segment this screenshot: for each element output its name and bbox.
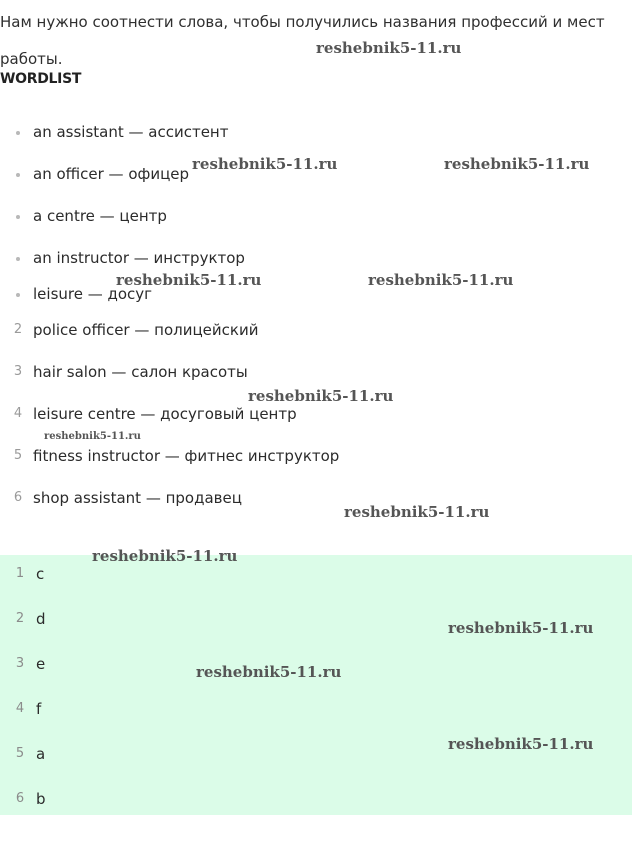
watermark: reshebnik5-11.ru [192, 155, 338, 173]
answer-number: 3 [15, 656, 25, 671]
answer-letter: a [36, 745, 46, 763]
list-item-text: an assistant — ассистент [33, 123, 229, 141]
answer-number: 2 [15, 611, 25, 626]
watermark: reshebnik5-11.ru [444, 155, 590, 173]
list-item-text: fitness instructor — фитнес инструктор [33, 447, 340, 465]
watermark: reshebnik5-11.ru [44, 431, 141, 442]
list-item [0, 309, 632, 351]
list-item-text: shop assistant — продавец [33, 489, 242, 507]
list-item-number: 3 [13, 364, 23, 379]
list-item [0, 477, 632, 519]
wordlist-heading: WORDLIST [0, 71, 82, 87]
list-item-text: police officer — полицейский [33, 321, 259, 339]
watermark: reshebnik5-11.ru [448, 735, 594, 753]
list-item [0, 111, 632, 153]
intro-text: Нам нужно соотнести слова, чтобы получились названия профессий и мест работы. [0, 13, 605, 68]
watermark: reshebnik5-11.ru [116, 271, 262, 289]
list-item-text: an instructor — инструктор [33, 249, 245, 267]
answer-letter: b [36, 790, 46, 808]
watermark: reshebnik5-11.ru [92, 547, 238, 565]
list-item-number: 2 [13, 322, 23, 337]
list-item-text: a centre — центр [33, 207, 167, 225]
answer-number: 1 [15, 566, 25, 581]
watermark: reshebnik5-11.ru [368, 271, 514, 289]
list-item [0, 195, 632, 237]
answer-number: 4 [15, 701, 25, 716]
answer-letter: e [36, 655, 46, 673]
list-item-text: leisure — досуг [33, 285, 153, 303]
watermark: reshebnik5-11.ru [316, 39, 462, 57]
list-item-text: an officer — офицер [33, 165, 190, 183]
answer-number: 6 [15, 791, 25, 806]
watermark: reshebnik5-11.ru [248, 387, 394, 405]
watermark: reshebnik5-11.ru [196, 663, 342, 681]
list-item-number: 5 [13, 448, 23, 463]
answers-panel [0, 555, 632, 815]
list-item-number: 6 [13, 490, 23, 505]
answer-letter: c [36, 565, 45, 583]
watermark: reshebnik5-11.ru [344, 503, 490, 521]
list-item-number: 4 [13, 406, 23, 421]
answer-number: 5 [15, 746, 25, 761]
list-item-text: leisure centre — досуговый центр [33, 405, 297, 423]
watermark: reshebnik5-11.ru [448, 619, 594, 637]
list-item [0, 279, 632, 309]
answer-letter: f [36, 700, 42, 718]
list-item [0, 237, 632, 279]
list-item-text: hair salon — салон красоты [33, 363, 248, 381]
answer-letter: d [36, 610, 46, 628]
